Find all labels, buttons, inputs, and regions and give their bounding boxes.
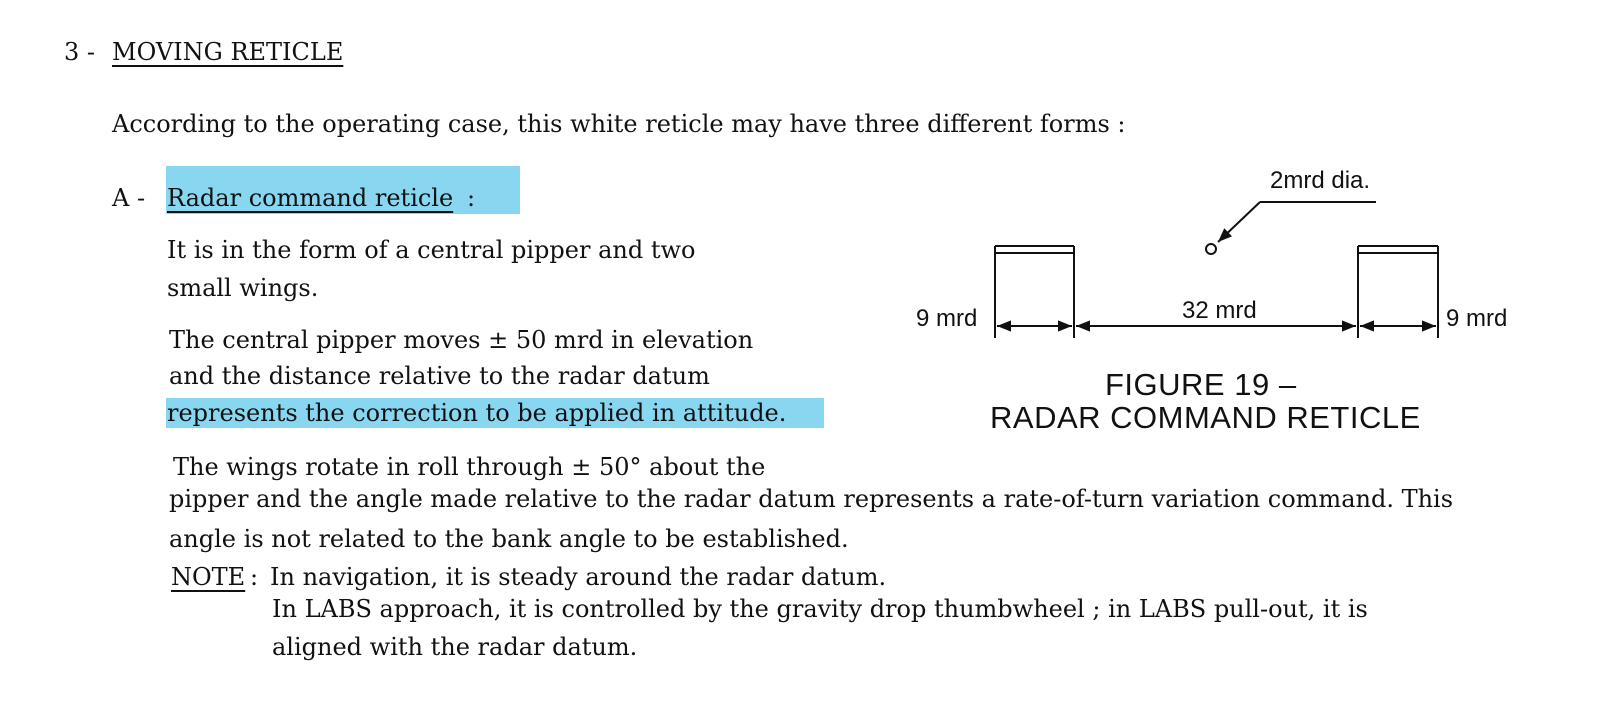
paragraph-1-line-1: It is in the form of a central pipper and two <box>167 236 696 264</box>
left-wing-shape <box>995 246 1074 338</box>
note-line-1: In navigation, it is steady around the radar datum. <box>270 563 887 591</box>
paragraph-3-line-1: The wings rotate in roll through ± 50° about the <box>173 453 766 481</box>
subsection-colon: : <box>467 184 476 212</box>
reticle-diagram <box>900 160 1530 360</box>
subsection-letter: A - <box>112 184 146 212</box>
paragraph-3-line-2: pipper and the angle made relative to the radar datum represents a rate-of-turn variation command. This <box>169 485 1454 513</box>
paragraph-1-line-2: small wings. <box>167 274 319 302</box>
callout-leader <box>1218 202 1376 242</box>
callout-label: 2mrd dia. <box>1270 167 1371 194</box>
dim-left-label: 9 mrd <box>916 305 978 332</box>
paragraph-2-line-1: The central pipper moves ± 50 mrd in elevation <box>169 326 754 354</box>
paragraph-3-line-3: angle is not related to the bank angle to be established. <box>169 525 849 553</box>
dim-right-label: 9 mrd <box>1446 305 1508 332</box>
figure-caption-line-2: RADAR COMMAND RETICLE <box>990 400 1421 435</box>
note-label: NOTE <box>171 563 246 591</box>
paragraph-2-line-2: and the distance relative to the radar datum <box>169 362 710 390</box>
note-separator: : <box>250 563 259 591</box>
note-line-2: In LABS approach, it is controlled by the gravity drop thumbwheel ; in LABS pull-out, it is <box>272 595 1368 623</box>
subsection-title: Radar command reticle <box>167 184 454 212</box>
right-wing-shape <box>1358 246 1438 338</box>
note-line-3: aligned with the radar datum. <box>272 633 638 661</box>
intro-text: According to the operating case, this white reticle may have three different forms : <box>112 110 1126 138</box>
paragraph-2-line-3: represents the correction to be applied in attitude. <box>167 399 787 427</box>
figure-caption-line-1: FIGURE 19 – <box>1105 367 1297 402</box>
section-number: 3 - <box>64 38 96 66</box>
pipper-circle <box>1206 244 1216 254</box>
dim-center-label: 32 mrd <box>1182 297 1257 324</box>
section-title: MOVING RETICLE <box>112 38 344 66</box>
